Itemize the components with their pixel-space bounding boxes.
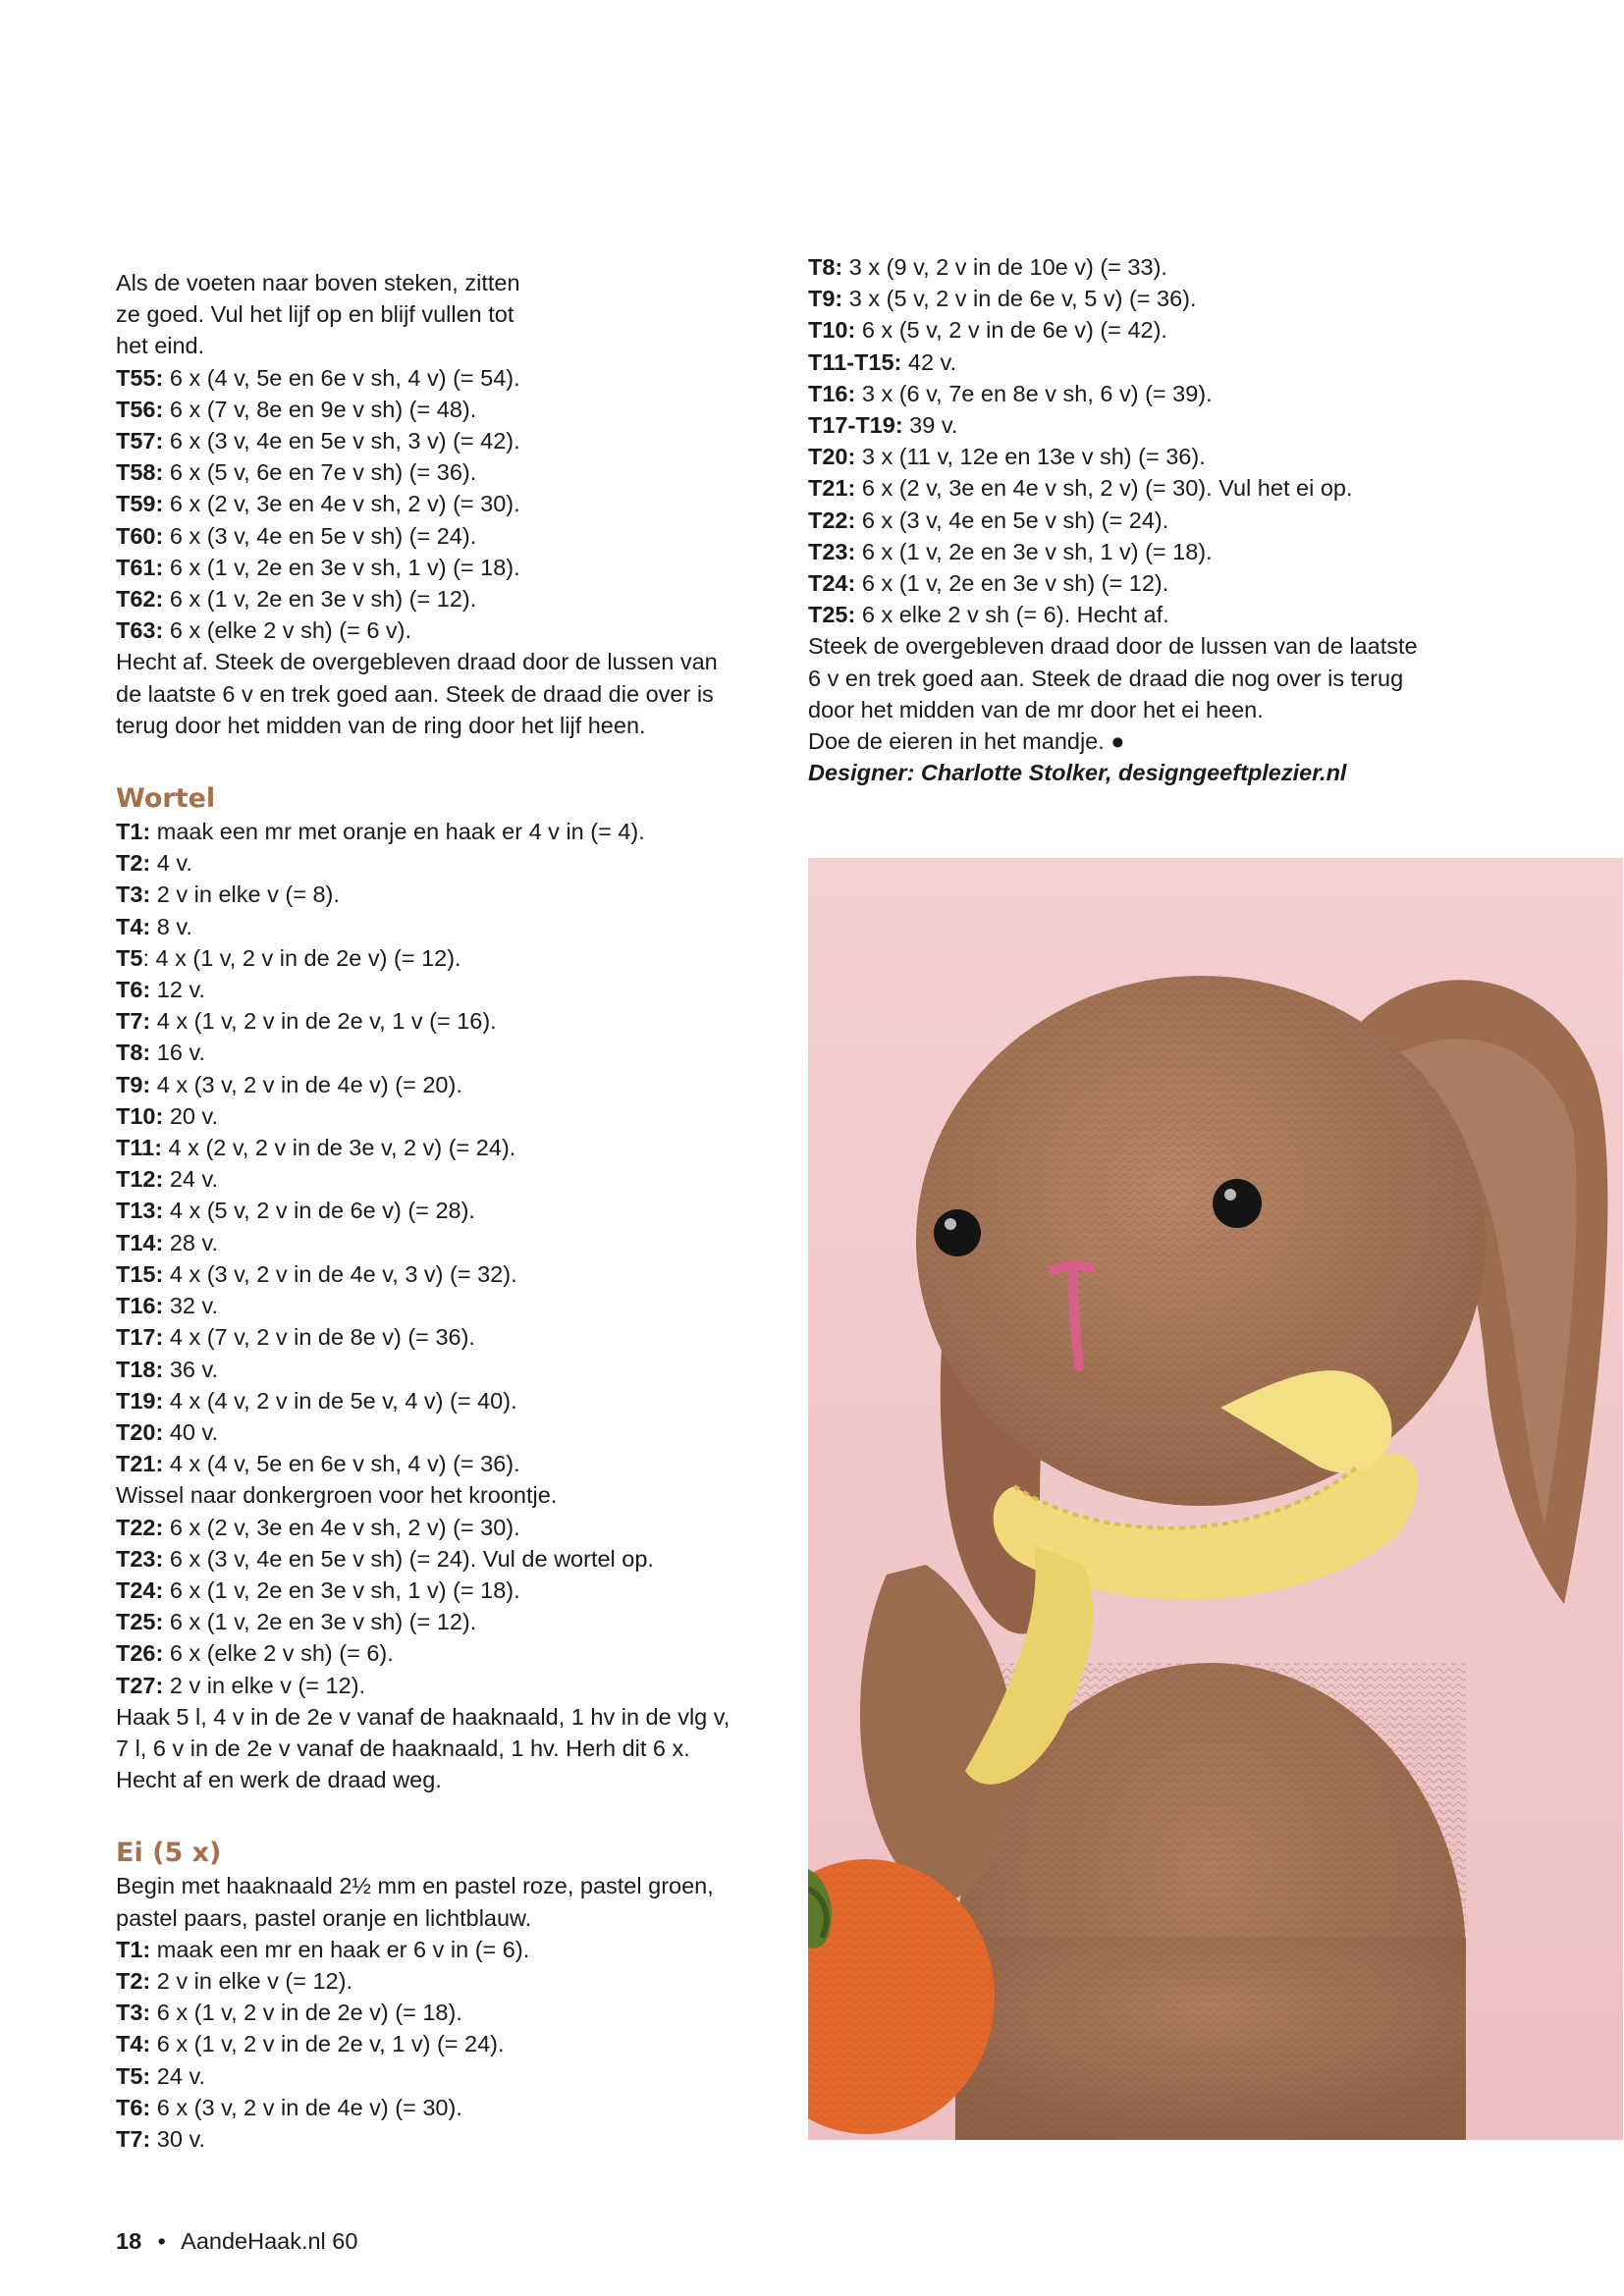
round-line [116,1543,784,1575]
round-line [116,816,784,847]
round-label: T60: [116,522,164,549]
round-label: T20: [116,1418,164,1445]
round-label: T2: [116,1967,151,1994]
page-number: 18 [116,2228,142,2254]
round-label: T16: [808,380,856,406]
round-instruction: 28 v. [163,1229,219,1255]
round-label: T22: [116,1514,164,1540]
round-line [116,2123,784,2155]
round-line [116,456,784,488]
round-line [116,1100,784,1132]
rounds-list [808,251,1495,630]
round-label: T7: [116,2125,151,2152]
round-line [116,520,784,552]
round-line [116,847,784,879]
text-line: Hecht af en werk de draad weg. [116,1767,442,1793]
round-label: T1: [116,1936,151,1962]
round-instruction: 6 x (4 v, 5e en 6e v sh, 4 v) (= 54). [163,364,520,391]
round-line [116,1227,784,1258]
round-label: T24: [808,570,856,597]
round-label: T14: [116,1229,164,1255]
round-instruction: 6 x elke 2 v sh (= 6). Hecht af. [855,602,1169,628]
round-line [116,1037,784,1068]
round-instruction: 36 v. [163,1356,219,1382]
round-label: T21: [116,1451,164,1477]
round-label: T11-T15: [808,348,902,375]
round-instruction: 24 v. [163,1166,219,1193]
round-label: T7: [116,1008,151,1035]
round-instruction: 4 v. [150,850,192,877]
round-instruction: : 4 x (1 v, 2 v in de 2e v) (= 12). [142,944,461,971]
round-line [116,1290,784,1321]
round-label: T56: [116,396,164,422]
text-line: pastel paars, pastel oranje en lichtblauw. [116,1904,532,1931]
round-label: T25: [808,602,856,628]
round-line [116,1195,784,1226]
round-instruction: 40 v. [163,1418,219,1445]
round-instruction: 2 v in elke v (= 8). [150,881,340,908]
round-line [116,1163,784,1195]
round-line [116,1606,784,1637]
round-instruction: 12 v. [150,977,205,1003]
round-instruction: 24 v. [150,2062,205,2089]
round-label: T19: [116,1387,164,1414]
round-label: T62: [116,586,164,613]
text-line: Steek de overgebleven draad door de lussen van de laatste [808,633,1418,660]
text-line: door het midden van de mr door het ei heen. [808,696,1264,722]
round-instruction: 6 x (3 v, 4e en 5e v sh, 3 v) (= 42). [163,428,520,454]
round-label: T3: [116,2000,151,2026]
round-instruction: 6 x (3 v, 4e en 5e v sh) (= 24). [855,507,1169,533]
intro-paragraph [116,267,784,362]
round-line [808,536,1495,567]
text-line: Als de voeten naar boven steken, zitten [116,270,520,295]
round-line [808,409,1495,441]
round-line [116,488,784,519]
round-line [116,2060,784,2092]
left-column [116,267,784,2155]
round-instruction: 42 v. [901,348,957,375]
round-label: T26: [116,1640,164,1667]
round-instruction: 6 x (2 v, 3e en 4e v sh, 2 v) (= 30). [163,491,520,517]
round-label: T6: [116,977,151,1003]
round-instruction: maak een mr met oranje en haak er 4 v in (= 4). [150,819,645,845]
round-line [116,1934,784,1965]
round-instruction: 6 x (5 v, 2 v in de 6e v) (= 42). [855,317,1167,344]
round-label: T3: [116,881,151,908]
round-instruction: 39 v. [902,412,958,439]
round-line [116,2092,784,2123]
right-column [808,251,1495,788]
section-heading-ei: Ei (5 x) [116,1838,222,1869]
round-instruction: 4 x (1 v, 2 v in de 2e v, 1 v (= 16). [150,1008,497,1035]
round-label: T58: [116,459,164,486]
page-footer [116,2226,357,2256]
round-label: T16: [116,1293,164,1319]
round-line [808,599,1495,630]
text-line: terug door het midden van de ring door het lijf heen. [116,712,646,738]
round-label: T15: [116,1260,164,1287]
round-line [808,251,1495,283]
intro-paragraph [116,1870,784,1933]
round-instruction: 2 v in elke v (= 12). [150,1967,352,1994]
round-label: T20: [808,444,856,470]
round-instruction: 6 x (5 v, 6e en 7e v sh) (= 36). [163,459,477,486]
round-label: T4: [116,2031,151,2057]
round-instruction: 4 x (3 v, 2 v in de 4e v, 3 v) (= 32). [163,1260,517,1287]
round-label: T17-T19: [808,412,903,439]
round-instruction: 4 x (2 v, 2 v in de 3e v, 2 v) (= 24). [162,1135,516,1161]
round-line [116,1385,784,1416]
round-instruction: 30 v. [150,2125,205,2152]
rounds-list [116,816,784,1479]
rounds-list [116,362,784,647]
color-switch-note: Wissel naar donkergroen voor het kroontje. [116,1482,558,1509]
round-instruction: 4 x (3 v, 2 v in de 4e v) (= 20). [150,1071,462,1097]
round-instruction: 6 x (1 v, 2e en 3e v sh) (= 12). [163,586,477,613]
round-line [808,472,1495,504]
round-label: T8: [808,254,843,280]
text-line: Haak 5 l, 4 v in de 2e v vanaf de haaknaald, 1 hv in de vlg v, [116,1703,731,1730]
round-line [116,974,784,1005]
text-line: ze goed. Vul het lijf op en blijf vullen tot [116,301,514,328]
round-line [116,1448,784,1479]
round-instruction: 4 x (5 v, 2 v in de 6e v) (= 28). [163,1198,475,1224]
round-instruction: 32 v. [163,1293,219,1319]
round-line [116,1132,784,1163]
round-label: T10: [116,1102,164,1129]
round-instruction: 6 x (1 v, 2e en 3e v sh, 1 v) (= 18). [855,538,1213,564]
round-line [808,441,1495,472]
round-instruction: 6 x (1 v, 2e en 3e v sh) (= 12). [855,570,1169,597]
text-line: het eind. [116,333,205,359]
round-line [116,1575,784,1606]
round-label: T5 [116,944,143,971]
round-line [116,552,784,583]
round-instruction: 20 v. [163,1102,219,1129]
round-line [116,1416,784,1448]
bunny-left-eye [934,1209,981,1256]
designer-credit: Designer: Charlotte Stolker, designgeeftplezier.nl [808,760,1347,786]
round-line [116,362,784,394]
round-label: T9: [116,1071,151,1097]
round-label: T23: [116,1545,164,1572]
round-instruction: 6 x (1 v, 2e en 3e v sh, 1 v) (= 18). [163,554,520,580]
text-line: Doe de eieren in het mandje. ● [808,728,1125,755]
round-label: T55: [116,364,164,391]
round-instruction: 2 v in elke v (= 12). [163,1672,366,1698]
round-label: T6: [116,2094,151,2120]
round-label: T25: [116,1609,164,1635]
round-label: T63: [116,617,164,644]
round-label: T59: [116,491,164,517]
round-instruction: 3 x (6 v, 7e en 8e v sh, 6 v) (= 39). [855,380,1213,406]
round-line [116,1997,784,2028]
round-instruction: 6 x (3 v, 2 v in de 4e v) (= 30). [150,2094,462,2120]
round-line [808,378,1495,409]
round-instruction: 6 x (1 v, 2e en 3e v sh, 1 v) (= 18). [163,1576,520,1603]
text-line: 6 v en trek goed aan. Steek de draad die nog over is terug [808,665,1404,691]
text-line: Hecht af. Steek de overgebleven draad door de lussen van [116,649,718,675]
round-line [808,505,1495,536]
round-line [116,1354,784,1385]
round-line [116,1637,784,1669]
round-line [808,567,1495,599]
round-line [116,1670,784,1701]
round-instruction: 6 x (elke 2 v sh) (= 6). [163,1640,394,1667]
round-label: T22: [808,507,856,533]
round-line [116,942,784,974]
text-line: 7 l, 6 v in de 2e v vanaf de haaknaald, 1 hv. Herh dit 6 x. [116,1735,690,1761]
round-line [116,614,784,646]
round-line [116,911,784,942]
round-label: T61: [116,554,164,580]
bunny-right-eye [1213,1179,1262,1228]
round-label: T4: [116,913,151,939]
round-line [116,1321,784,1353]
round-instruction: 3 x (11 v, 12e en 13e v sh) (= 36). [855,444,1206,470]
round-instruction: 6 x (3 v, 4e en 5e v sh) (= 24). [163,522,477,549]
round-instruction: 3 x (5 v, 2 v in de 6e v, 5 v) (= 36). [842,286,1197,312]
round-instruction: 6 x (1 v, 2 v in de 2e v) (= 18). [150,2000,462,2026]
rounds-list [116,1512,784,1701]
round-label: T10: [808,317,856,344]
round-instruction: 4 x (7 v, 2 v in de 8e v) (= 36). [163,1324,475,1351]
round-line [116,879,784,910]
round-line [116,1258,784,1290]
round-line [808,347,1495,378]
round-line [116,583,784,614]
round-label: T8: [116,1040,151,1066]
round-instruction: 6 x (3 v, 4e en 5e v sh) (= 24). Vul de wortel op. [163,1545,654,1572]
round-label: T57: [116,428,164,454]
section-heading-wortel: Wortel [116,783,216,815]
text-line: Begin met haaknaald 2½ mm en pastel roze, pastel groen, [116,1873,714,1899]
round-label: T23: [808,538,856,564]
round-label: T2: [116,850,151,877]
round-instruction: 6 x (1 v, 2e en 3e v sh) (= 12). [163,1609,477,1635]
round-label: T24: [116,1576,164,1603]
round-label: T18: [116,1356,164,1382]
round-instruction: 3 x (9 v, 2 v in de 10e v) (= 33). [842,254,1167,280]
round-label: T13: [116,1198,164,1224]
round-label: T11: [116,1135,163,1161]
round-line [116,1069,784,1100]
rounds-list [116,1934,784,2155]
round-instruction: 16 v. [150,1040,205,1066]
round-instruction: 8 v. [150,913,192,939]
round-instruction: maak een mr en haak er 6 v in (= 6). [150,1936,530,1962]
round-instruction: 4 x (4 v, 5e en 6e v sh, 4 v) (= 36). [163,1451,520,1477]
round-line [116,394,784,425]
round-label: T21: [808,475,856,502]
round-instruction: 6 x (7 v, 8e en 9e v sh) (= 48). [163,396,477,422]
round-label: T27: [116,1672,164,1698]
round-instruction: 6 x (2 v, 3e en 4e v sh, 2 v) (= 30). Vul het ei op. [855,475,1353,502]
round-label: T9: [808,286,843,312]
round-label: T17: [116,1324,164,1351]
text-line: de laatste 6 v en trek goed aan. Steek de draad die over is [116,680,714,707]
round-line [116,1005,784,1037]
closing-paragraph [116,1701,784,1796]
bunny-photo [808,858,1623,2140]
round-label: T1: [116,819,151,845]
round-instruction: 6 x (elke 2 v sh) (= 6 v). [163,617,412,644]
round-line [808,314,1495,346]
footer-separator: • [157,2228,166,2254]
round-instruction: 4 x (4 v, 2 v in de 5e v, 4 v) (= 40). [163,1387,517,1414]
publication-name: AandeHaak.nl 60 [181,2228,358,2254]
closing-paragraph [116,646,784,741]
round-line [116,1512,784,1543]
round-line [116,2028,784,2059]
round-label: T5: [116,2062,151,2089]
round-instruction: 6 x (2 v, 3e en 4e v sh, 2 v) (= 30). [163,1514,520,1540]
round-instruction: 6 x (1 v, 2 v in de 2e v, 1 v) (= 24). [150,2031,505,2057]
round-line [116,425,784,456]
round-line [808,283,1495,314]
round-label: T12: [116,1166,164,1193]
closing-paragraph [808,630,1495,757]
round-line [116,1965,784,1997]
